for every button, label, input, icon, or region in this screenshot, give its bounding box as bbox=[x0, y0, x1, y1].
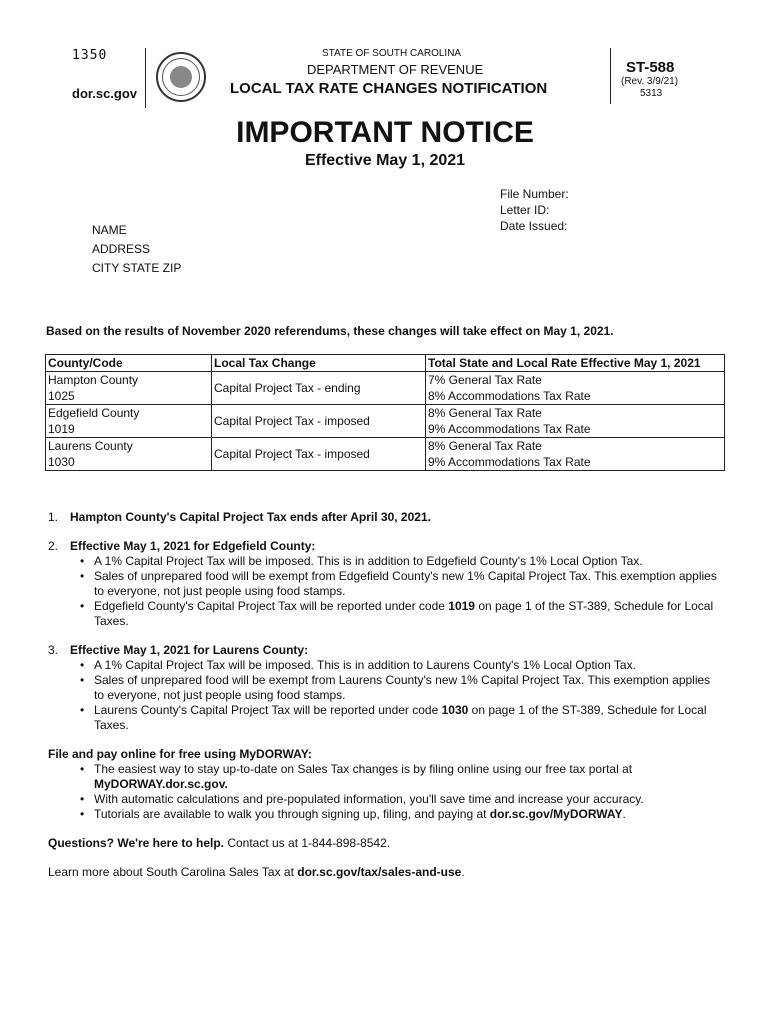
website-label: dor.sc.gov bbox=[72, 86, 138, 101]
header-divider-right bbox=[610, 48, 611, 104]
bullet-item: • Edgefield County's Capital Project Tax will be reported under code 1019 on page 1 of the ST-389, Schedule for Local Taxes. bbox=[80, 599, 714, 628]
item-title: Effective May 1, 2021 for Edgefield County: bbox=[70, 539, 316, 553]
online-section bbox=[48, 747, 718, 822]
rate-changes-table bbox=[45, 354, 725, 471]
bullet-icon: • bbox=[80, 792, 85, 806]
item-number: 1. bbox=[48, 510, 59, 524]
accommodations-rate: 9% Accommodations Tax Rate bbox=[428, 422, 591, 436]
county-cell bbox=[46, 405, 212, 438]
state-seal-icon bbox=[156, 52, 206, 102]
address-name: NAME bbox=[92, 223, 127, 237]
bullet-item: • A 1% Capital Project Tax will be imposed. This is in addition to Laurens County's 1% Local Option Tax. bbox=[80, 658, 636, 672]
notice-body bbox=[48, 510, 718, 880]
bullet-item: • Tutorials are available to walk you through signing up, filing, and paying at dor.sc.gov/MyDORWAY. bbox=[80, 807, 626, 821]
effective-date: Effective May 1, 2021 bbox=[304, 152, 466, 169]
address-street: ADDRESS bbox=[92, 242, 151, 256]
header-divider-left bbox=[145, 48, 146, 108]
county-cell bbox=[46, 438, 212, 471]
state-name: STATE OF SOUTH CAROLINA bbox=[322, 48, 462, 59]
table-header-row bbox=[46, 355, 725, 372]
notice-title: IMPORTANT NOTICE bbox=[236, 116, 534, 149]
bullet-icon: • bbox=[80, 569, 85, 583]
form-revision: (Rev. 3/9/21) bbox=[621, 76, 679, 87]
mailing-address bbox=[92, 221, 181, 278]
letter-id-label: Letter ID: bbox=[500, 203, 550, 217]
rate-cell bbox=[426, 405, 725, 438]
file-info bbox=[500, 186, 569, 234]
sales-tax-link[interactable]: dor.sc.gov/tax/sales-and-use bbox=[297, 865, 462, 879]
rate-cell bbox=[426, 438, 725, 471]
list-item bbox=[48, 539, 718, 629]
bullet-item: • A 1% Capital Project Tax will be imposed. This is in addition to Edgefield County's 1% Local Option Tax. bbox=[80, 554, 643, 568]
address-city: CITY STATE ZIP bbox=[92, 261, 182, 275]
rate-cell bbox=[426, 372, 725, 405]
table-row bbox=[46, 372, 725, 405]
item-title: Effective May 1, 2021 for Laurens County: bbox=[70, 643, 309, 657]
mydorway-link[interactable]: MyDORWAY.dor.sc.gov. bbox=[94, 777, 228, 791]
column-header: County/Code bbox=[46, 355, 212, 372]
bullet-icon: • bbox=[80, 807, 85, 821]
bullet-icon: • bbox=[80, 762, 85, 776]
list-item bbox=[48, 510, 718, 525]
bullet-item: • Laurens County's Capital Project Tax will be reported under code 1030 on page 1 of the ST-389, Schedule for Local Taxes. bbox=[80, 703, 707, 732]
table-row bbox=[46, 438, 725, 471]
bullet-item: • With automatic calculations and pre-populated information, you'll save time and increase your accuracy. bbox=[80, 792, 644, 806]
department-name: DEPARTMENT OF REVENUE bbox=[307, 62, 484, 77]
general-rate: 7% General Tax Rate bbox=[428, 373, 542, 387]
table-row bbox=[46, 405, 725, 438]
county-code: 1030 bbox=[48, 455, 75, 469]
bullet-icon: • bbox=[80, 673, 85, 687]
column-header: Local Tax Change bbox=[212, 355, 426, 372]
general-rate: 8% General Tax Rate bbox=[428, 439, 542, 453]
general-rate: 8% General Tax Rate bbox=[428, 406, 542, 420]
county-code: 1019 bbox=[48, 422, 75, 436]
list-item bbox=[48, 643, 718, 733]
item-number: 3. bbox=[48, 643, 59, 657]
county-name: Edgefield County bbox=[48, 406, 140, 420]
form-number: 1350 bbox=[72, 48, 108, 63]
form-code: 5313 bbox=[640, 88, 663, 99]
accommodations-rate: 9% Accommodations Tax Rate bbox=[428, 455, 591, 469]
item-title: Hampton County's Capital Project Tax ends after April 30, 2021. bbox=[70, 510, 431, 524]
bullet-item: • Sales of unprepared food will be exempt from Edgefield County's new 1% Capital Project Tax. This exemption applies to everyone, not just people using food stamps. bbox=[80, 569, 717, 598]
file-number-label: File Number: bbox=[500, 187, 569, 201]
county-name: Hampton County bbox=[48, 373, 139, 387]
bullet-icon: • bbox=[80, 658, 85, 672]
bullet-icon: • bbox=[80, 554, 85, 568]
form-id: ST-588 bbox=[626, 59, 675, 76]
column-header: Total State and Local Rate Effective May 1, 2021 bbox=[426, 355, 725, 372]
date-issued-label: Date Issued: bbox=[500, 219, 568, 233]
bullet-icon: • bbox=[80, 599, 85, 613]
form-title: LOCAL TAX RATE CHANGES NOTIFICATION bbox=[230, 80, 548, 97]
county-cell bbox=[46, 372, 212, 405]
bullet-item: • The easiest way to stay up-to-date on Sales Tax changes is by filing online using our free tax portal at MyDORWAY.dor.sc.gov. bbox=[80, 762, 633, 791]
intro-text: Based on the results of November 2020 referendums, these changes will take effect on May 1, 2021. bbox=[46, 324, 614, 338]
change-cell: Capital Project Tax - ending bbox=[212, 372, 426, 405]
questions-line: Questions? We're here to help. Contact us at 1-844-898-8542. bbox=[48, 836, 391, 850]
accommodations-rate: 8% Accommodations Tax Rate bbox=[428, 389, 591, 403]
tutorials-link[interactable]: dor.sc.gov/MyDORWAY bbox=[489, 807, 623, 821]
online-title: File and pay online for free using MyDORWAY: bbox=[48, 747, 312, 761]
county-name: Laurens County bbox=[48, 439, 133, 453]
learn-more-line: Learn more about South Carolina Sales Tax at dor.sc.gov/tax/sales-and-use. bbox=[48, 865, 465, 879]
bullet-item: • Sales of unprepared food will be exempt from Laurens County's new 1% Capital Project Tax. This exemption applies to everyone, not just people using food stamps. bbox=[80, 673, 711, 702]
change-cell: Capital Project Tax - imposed bbox=[212, 438, 426, 471]
county-code: 1025 bbox=[48, 389, 75, 403]
change-cell: Capital Project Tax - imposed bbox=[212, 405, 426, 438]
item-number: 2. bbox=[48, 539, 59, 553]
bullet-icon: • bbox=[80, 703, 85, 717]
